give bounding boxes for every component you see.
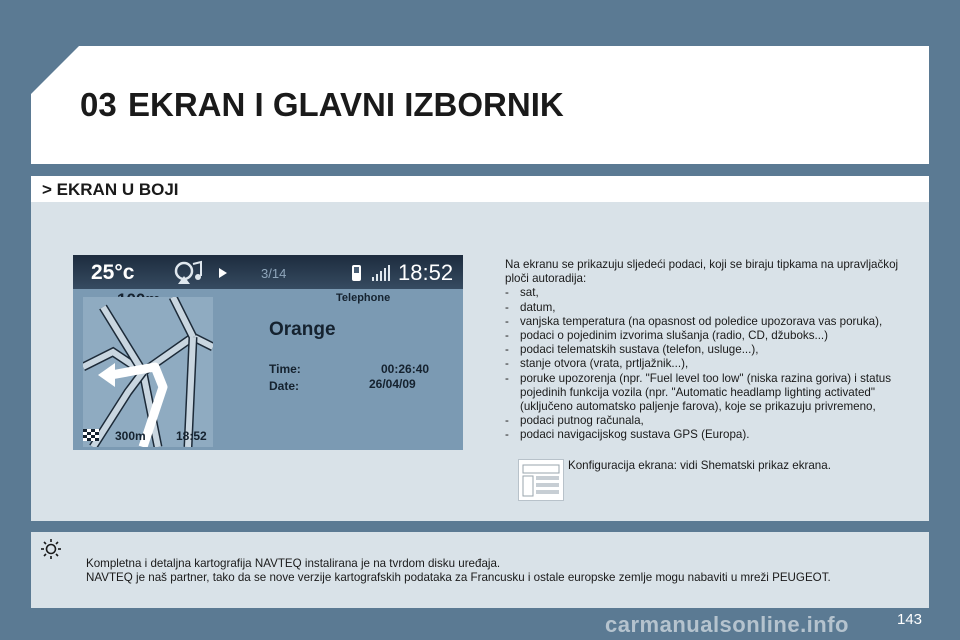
- description-list-item: [505, 357, 920, 371]
- list-dash: -: [505, 371, 509, 385]
- checkered-flag-icon: [83, 429, 99, 441]
- note-line-2: NAVTEQ je naš partner, tako da se nove verzije kartografskih podataka za Francusku i ostale europske zemlje mogu nabaviti u mreži PEUGEOT.: [86, 571, 831, 584]
- list-item-text: poruke upozorenja (npr. "Fuel level too low" (niska razina goriva) i status pojedinih funkcija vozila (npr. "Automatic headlamp lighting activated" (uključeno automatsko paljenje farova), koje se prikazuju privremeno,: [520, 371, 892, 414]
- list-item-text: vanjska temperatura (na opasnost od poledice upozorava vas poruka),: [520, 314, 883, 328]
- list-dash: -: [505, 428, 509, 442]
- display-track-counter: 3/14: [261, 266, 287, 281]
- section-title: > EKRAN U BOJI: [42, 180, 179, 199]
- navigation-music-icon: [171, 260, 205, 286]
- note-line-1: Kompletna i detaljna kartografija NAVTEQ instalirana je na tvrdom disku uređaja.: [86, 557, 501, 570]
- description-list-item: [505, 329, 920, 343]
- play-icon: [218, 267, 228, 279]
- list-dash: -: [505, 343, 509, 357]
- display-temperature: 25°c: [91, 261, 135, 284]
- list-dash: -: [505, 300, 509, 314]
- description-list: [505, 286, 920, 442]
- list-dash: -: [505, 286, 509, 300]
- display-route-distance: 300m: [115, 429, 146, 443]
- display-time-value: 00:26:40: [381, 362, 430, 376]
- note-text: [86, 557, 831, 585]
- description-intro: Na ekranu se prikazuju sljedeći podaci, koji se biraju tipkama na upravljačkoj ploči autoradija:: [505, 258, 899, 286]
- description-list-item: [505, 372, 920, 415]
- list-item-text: podaci putnog računala,: [520, 414, 644, 428]
- display-operator-name: Orange: [269, 319, 336, 340]
- page-number: 143: [897, 611, 923, 628]
- description-list-item: [505, 414, 920, 428]
- list-item-text: podaci telematskih sustava (telefon, usluge...),: [520, 343, 759, 357]
- list-item-text: stanje otvora (vrata, prtljažnik...),: [520, 357, 689, 371]
- list-item-text: podaci navigacijskog sustava GPS (Europa).: [520, 428, 750, 442]
- display-time-label: Time:: [269, 362, 301, 376]
- phone-icon: [351, 264, 363, 282]
- description-list-item: [505, 315, 920, 329]
- screen-config-thumbnail: [518, 459, 564, 501]
- description-list-item: [505, 428, 920, 442]
- list-dash: -: [505, 314, 509, 328]
- list-item-text: podaci o pojedinim izvorima slušanja (radio, CD, džuboks...): [520, 329, 829, 343]
- config-note: Konfiguracija ekrana: vidi Shematski prikaz ekrana.: [568, 459, 831, 472]
- description-list-item: [505, 343, 920, 357]
- display-date-value: 26/04/09: [369, 377, 416, 391]
- display-clock: 18:52: [398, 260, 454, 285]
- list-dash: -: [505, 329, 509, 343]
- list-dash: -: [505, 414, 509, 428]
- description-list-item: [505, 301, 920, 315]
- signal-strength-icon: [371, 264, 391, 282]
- chapter-title: EKRAN I GLAVNI IZBORNIK: [128, 86, 564, 123]
- watermark: carmanualsonline.info: [605, 612, 849, 637]
- display-telephone-label: Telephone: [336, 292, 391, 304]
- chapter-number: 03: [80, 86, 117, 123]
- display-route-time: 18:52: [176, 429, 207, 443]
- description-list-item: [505, 286, 920, 300]
- display-date-label: Date:: [269, 379, 300, 393]
- navigation-map: [83, 297, 213, 447]
- tip-sun-icon: [40, 538, 62, 560]
- list-item-text: sat,: [520, 286, 539, 300]
- display-screenshot: [73, 255, 463, 450]
- list-item-text: datum,: [520, 300, 556, 314]
- description-text: [505, 258, 920, 443]
- list-dash: -: [505, 357, 509, 371]
